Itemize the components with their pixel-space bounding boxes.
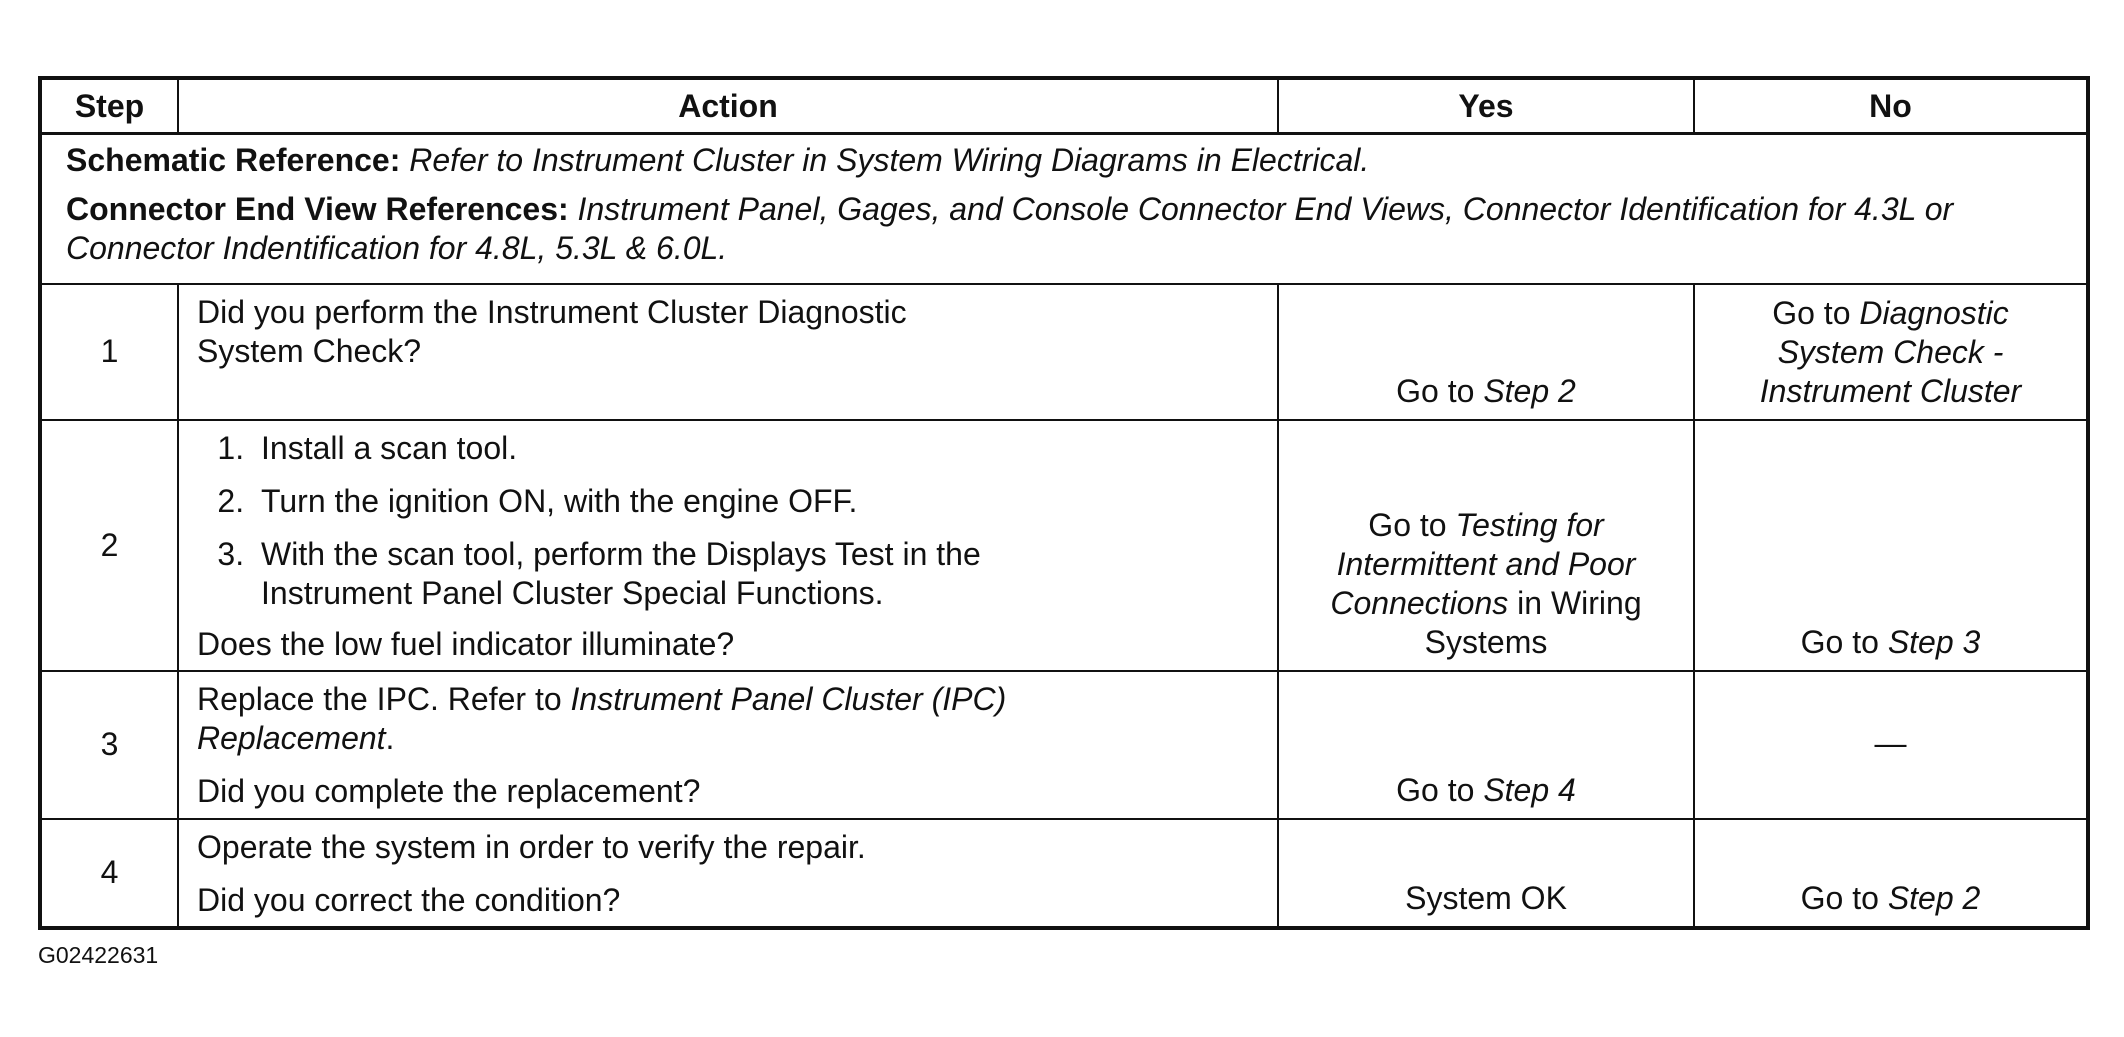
yes-step-ref: Step 2 xyxy=(1483,372,1576,409)
step-number: 1 xyxy=(40,284,178,420)
connector-reference xyxy=(66,190,2074,268)
header-yes: Yes xyxy=(1278,78,1694,134)
schematic-reference xyxy=(66,141,2074,180)
no-ref: Diagnostic System Check - Instrument Cluster xyxy=(1759,294,2022,409)
references-cell xyxy=(40,134,2088,284)
question-text: Did you complete the replacement? xyxy=(197,772,701,809)
substep-item: 2. Turn the ignition ON, with the engine OFF. xyxy=(253,482,1265,521)
no-step-ref: Step 2 xyxy=(1887,879,1981,916)
step-number: 4 xyxy=(40,819,178,928)
yes-cell xyxy=(1278,819,1694,928)
no-cell xyxy=(1694,420,2088,671)
yes-prefix: Go to xyxy=(1368,506,1456,543)
table-row xyxy=(40,819,2088,928)
substep-item: 1. Install a scan tool. xyxy=(253,429,1265,468)
diagnostic-table xyxy=(38,76,2090,930)
no-prefix: Go to xyxy=(1800,879,1888,916)
yes-cell xyxy=(1278,671,1694,819)
figure-id: G02422631 xyxy=(38,942,159,968)
no-cell xyxy=(1694,284,2088,420)
action-prefix: Replace the IPC. Refer to xyxy=(197,680,571,717)
action-cell xyxy=(178,284,1278,420)
schematic-reference-label: Schematic Reference: xyxy=(66,142,401,178)
action-ref: Instrument Panel Cluster (IPC) Replacement xyxy=(197,680,1007,756)
substep-item: 3. With the scan tool, perform the Displays Test in the Instrument Panel Cluster Special Functions. xyxy=(253,535,1091,613)
no-step-ref: Step 3 xyxy=(1887,623,1981,660)
yes-suffix: in Wiring Systems xyxy=(1424,584,1642,660)
table-row xyxy=(40,671,2088,819)
action-cell xyxy=(178,420,1278,671)
schematic-reference-text: Refer to Instrument Cluster in System Wiring Diagrams in Electrical. xyxy=(409,142,1370,178)
yes-prefix: Go to xyxy=(1396,771,1484,808)
action-text: Operate the system in order to verify the repair. xyxy=(197,828,866,865)
references-row xyxy=(40,134,2088,284)
table-row xyxy=(40,420,2088,671)
header-step: Step xyxy=(40,78,178,134)
no-prefix: Go to xyxy=(1800,623,1888,660)
table-row xyxy=(40,284,2088,420)
yes-step-ref: Step 4 xyxy=(1483,771,1576,808)
substep-list xyxy=(197,429,1265,613)
yes-prefix: Go to xyxy=(1396,372,1484,409)
action-cell xyxy=(178,819,1278,928)
table-header-row xyxy=(40,78,2088,134)
no-cell xyxy=(1694,671,2088,819)
action-text xyxy=(197,680,1117,758)
yes-cell xyxy=(1278,284,1694,420)
header-no: No xyxy=(1694,78,2088,134)
step-number: 2 xyxy=(40,420,178,671)
yes-ref: Testing for Intermittent and Poor Connections xyxy=(1330,506,1636,621)
yes-cell xyxy=(1278,420,1694,671)
connector-reference-label: Connector End View References: xyxy=(66,191,569,227)
no-dash: — xyxy=(1874,725,1907,761)
no-prefix: Go to xyxy=(1772,294,1860,331)
no-cell xyxy=(1694,819,2088,928)
connector-reference-text: Instrument Panel, Gages, and Console Connector End Views, Connector Identification for 4.3L or Connector Indentification for 4.8L, 5.3L & 6.0L. xyxy=(66,191,1954,266)
action-suffix: . xyxy=(385,719,395,756)
step-number: 3 xyxy=(40,671,178,819)
yes-text: System OK xyxy=(1405,879,1567,916)
question-text: Did you correct the condition? xyxy=(197,881,621,918)
action-text: Did you perform the Instrument Cluster Diagnostic System Check? xyxy=(197,293,907,369)
header-action: Action xyxy=(178,78,1278,134)
action-cell xyxy=(178,671,1278,819)
question-text: Does the low fuel indicator illuminate? xyxy=(197,625,735,662)
